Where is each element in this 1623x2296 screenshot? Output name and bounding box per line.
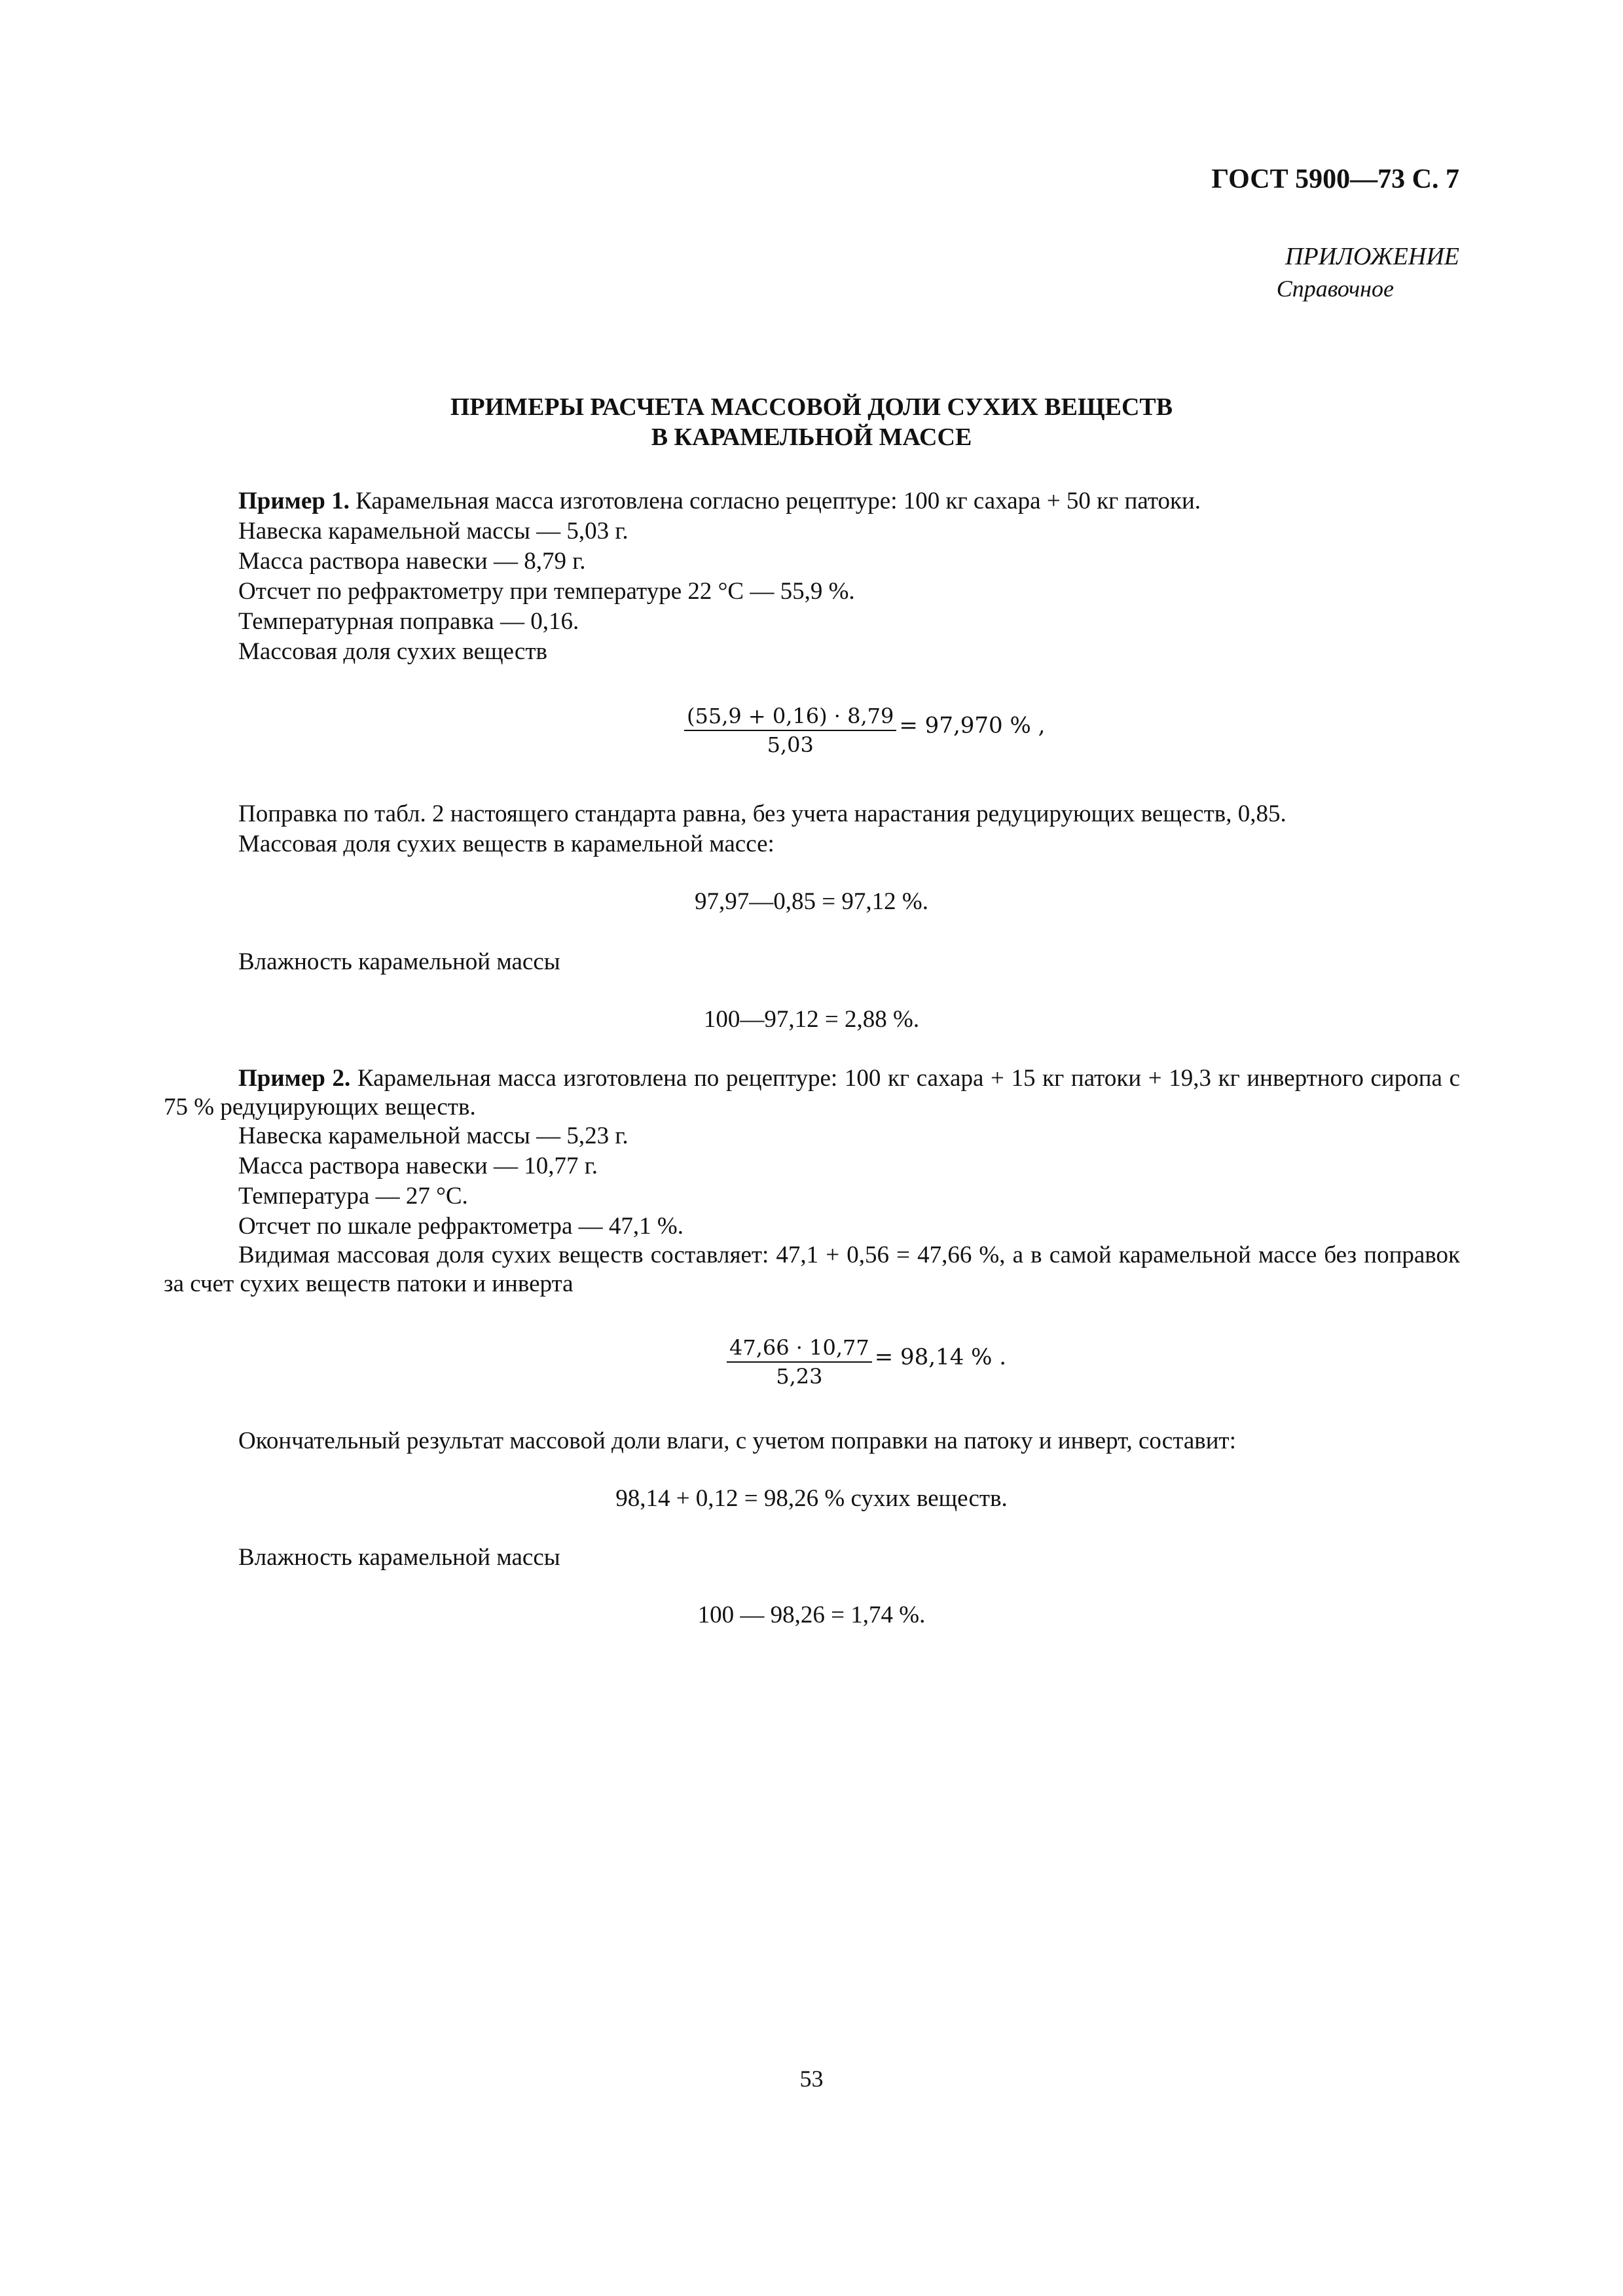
example1-line: Навеска карамельной массы — 5,03 г.: [238, 518, 629, 545]
example2-calc-1: 98,14 + 0,12 = 98,26 % сухих веществ.: [615, 1485, 1008, 1512]
example2-label: Пример 2.: [238, 1065, 351, 1092]
example1-line: Масса раствора навески — 8,79 г.: [238, 548, 586, 575]
formula-result: = 97,970 % ,: [899, 712, 1046, 739]
fraction: [727, 1335, 872, 1389]
example2-formula: [727, 1335, 1006, 1389]
fraction-numerator: 47,66 · 10,77: [727, 1335, 872, 1363]
page-title-line-2: В КАРАМЕЛЬНОЙ МАССЕ: [651, 423, 972, 451]
example1-intro-text: Карамельная масса изготовлена согласно рецептуре: 100 кг сахара + 50 кг патоки.: [349, 488, 1201, 514]
example2-intro-text: Карамельная масса изготовлена по рецептуре: 100 кг сахара + 15 кг патоки + 19,3 кг инвертного сиропа с 75 % редуцирующих веществ.: [164, 1065, 1460, 1121]
example1-line: Массовая доля сухих веществ: [238, 638, 547, 665]
example1-line: Отсчет по рефрактометру при температуре 22 °С — 55,9 %.: [238, 578, 855, 605]
example1-intro: [238, 487, 1201, 515]
example2-line: Навеска карамельной массы — 5,23 г.: [238, 1122, 629, 1149]
example1-formula: [684, 704, 1045, 757]
example1-correction: Поправка по табл. 2 настоящего стандарта равна, без учета нарастания редуцирующих веществ, 0,85.: [238, 800, 1286, 827]
page-title-line-1: ПРИМЕРЫ РАСЧЕТА МАССОВОЙ ДОЛИ СУХИХ ВЕЩЕСТВ: [450, 393, 1173, 421]
example2-final-label: Окончательный результат массовой доли влаги, с учетом поправки на патоку и инверт, составит:: [238, 1427, 1236, 1454]
example2-moisture-label: Влажность карамельной массы: [238, 1544, 560, 1571]
formula-result: = 98,14 % .: [874, 1344, 1007, 1371]
example2-visible-mass-fraction: Видимая массовая доля сухих веществ составляет: 47,1 + 0,56 = 47,66 %, а в самой карамельной массе без поправок за счет сухих веществ патоки и инверта: [164, 1242, 1460, 1297]
example2-intro: [164, 1064, 1460, 1122]
example1-moisture-label: Влажность карамельной массы: [238, 948, 560, 975]
example2-line: Температура — 27 °С.: [238, 1183, 468, 1210]
document-code: ГОСТ 5900—73 С. 7: [1211, 164, 1459, 194]
example1-calc-1: 97,97—0,85 = 97,12 %.: [695, 888, 928, 915]
example1-mass-fraction-label: Массовая доля сухих веществ в карамельной массе:: [238, 831, 775, 857]
appendix-type: Справочное: [1276, 276, 1394, 302]
example2-line: Отсчет по шкале рефрактометра — 47,1 %.: [238, 1213, 684, 1240]
fraction-denominator: 5,23: [776, 1364, 823, 1389]
fraction: [684, 704, 896, 757]
example2-calc-2: 100 — 98,26 = 1,74 %.: [697, 1602, 926, 1628]
example1-line: Температурная поправка — 0,16.: [238, 608, 579, 635]
appendix-label: ПРИЛОЖЕНИЕ: [1285, 243, 1459, 270]
example2-line: Масса раствора навески — 10,77 г.: [238, 1153, 598, 1179]
page-number: 53: [799, 2066, 824, 2092]
fraction-numerator: (55,9 + 0,16) · 8,79: [684, 704, 896, 731]
example1-label: Пример 1.: [238, 488, 350, 514]
example1-calc-2: 100—97,12 = 2,88 %.: [703, 1006, 920, 1033]
fraction-denominator: 5,03: [767, 732, 814, 757]
